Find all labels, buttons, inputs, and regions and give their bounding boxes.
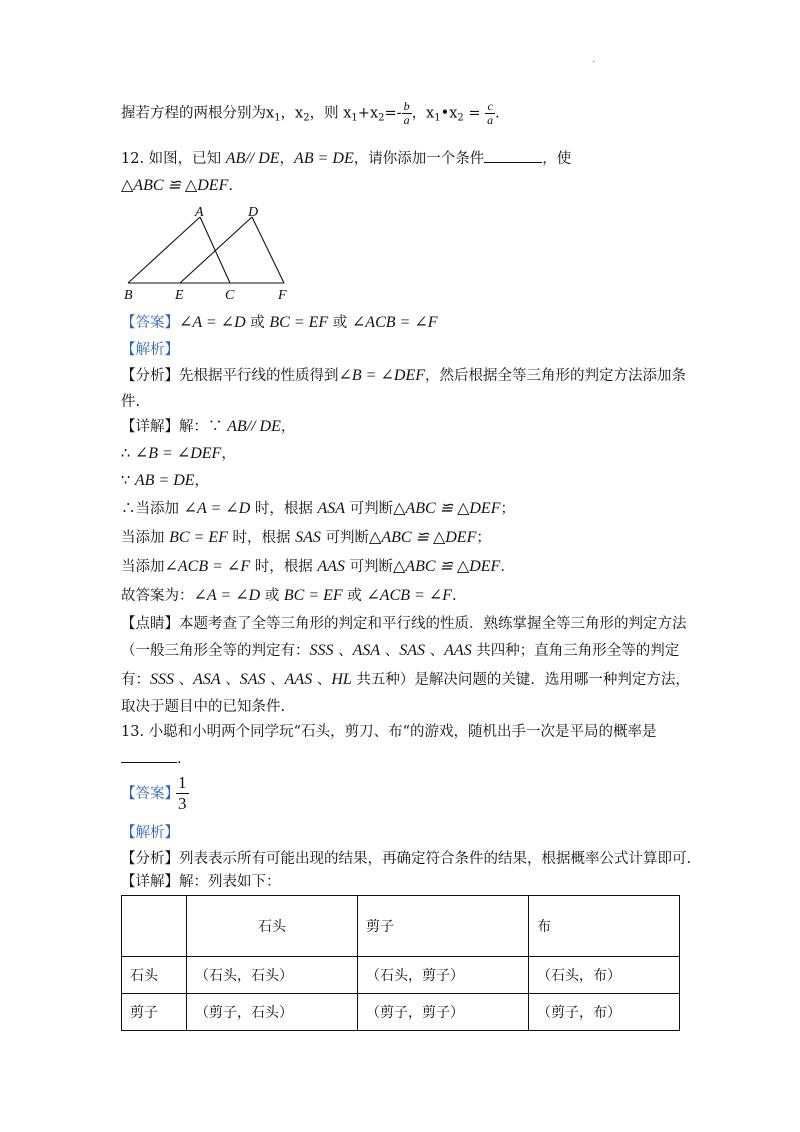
dianjing-math: AAS: [284, 671, 313, 688]
label-e: E: [175, 288, 184, 303]
sub: 2: [457, 112, 464, 124]
detail-text: .: [452, 588, 457, 604]
label-a: A: [195, 205, 204, 220]
q12-text: 12. 如图，已知: [121, 151, 226, 167]
numerator: b: [403, 99, 410, 113]
detail-text: ∴当添加: [121, 501, 184, 517]
table-cell: 剪子: [122, 994, 187, 1031]
q12-line1: [121, 148, 571, 169]
detail-math: AB = DE: [134, 472, 195, 489]
dianjing-text: （一般三角形全等的判定有：: [121, 643, 310, 659]
detail-text: ，: [221, 446, 236, 462]
answer-blank: [121, 748, 177, 763]
dianjing-math: SAS: [399, 642, 426, 659]
dianjing12-line1: [121, 614, 687, 634]
answer13-fraction: [176, 773, 189, 814]
table-cell: 石头: [122, 957, 187, 994]
top-mark: .: [592, 54, 596, 65]
detail-math: △ABC ≌ △DEF: [369, 529, 477, 546]
q12-text: ，使: [542, 151, 572, 167]
detail-text: 时，根据: [250, 501, 318, 517]
dianjing-text: 、: [380, 643, 400, 659]
dianjing-math: HL: [331, 671, 352, 688]
q13-line1: 13. 小聪和小明两个同学玩“石头，剪刀、布“的游戏，随机出手一次是平局的概率是: [121, 724, 657, 740]
detail-text: 当添加: [121, 530, 170, 546]
label-b: B: [124, 288, 133, 303]
answer-text: 或: [245, 315, 270, 331]
denominator: a: [487, 113, 494, 127]
segment-df: [252, 217, 284, 283]
detail-text: 或: [260, 588, 284, 604]
answer13-tag: 【答案】: [121, 786, 179, 802]
detail-math: AAS: [317, 558, 345, 575]
vieta-text: =-: [384, 105, 402, 122]
vieta-text: x: [449, 105, 458, 122]
analysis-tag-12: 【解析】: [121, 342, 179, 358]
dianjing-math: AAS: [444, 642, 472, 659]
segment-ba: [128, 217, 200, 283]
q12-line2: [121, 176, 233, 196]
answer12-line: [121, 313, 438, 333]
table-row: [122, 957, 680, 994]
dianjing12-line2: [121, 641, 679, 661]
table-cell: 布: [529, 896, 680, 957]
answer-tag: 【答案】: [121, 315, 179, 331]
dianjing-text: 本题考查了全等三角形的判定和平行线的性质．熟练掌握全等三角形的判定方法: [179, 616, 687, 632]
dianjing-math: SSS: [150, 671, 174, 688]
table-cell: 石头: [187, 896, 358, 957]
vieta-text: ，x: [280, 105, 304, 122]
detail12-line5: [121, 528, 491, 548]
fraction-c-over-a: [485, 100, 495, 127]
detail-math: ∠B = ∠DEF: [134, 445, 222, 462]
label-f: F: [278, 288, 287, 303]
detail-text: 解：∵: [179, 419, 228, 435]
detail-text: 时，根据: [227, 530, 296, 546]
table-cell: 剪子: [358, 896, 529, 957]
dianjing-math: ASA: [352, 642, 381, 659]
detail-text: 可判断: [344, 559, 393, 575]
detail-math: ∠ACB = ∠F: [164, 558, 251, 575]
detail-text: ∵: [121, 473, 135, 489]
sub: 1: [274, 112, 281, 124]
detail-math: BC = EF: [169, 529, 228, 546]
sub: 1: [434, 112, 441, 124]
answer-text: 或: [328, 315, 352, 331]
fenxi-tag: 【分析】: [121, 368, 179, 384]
fenxi-tag: 【分析】: [121, 851, 179, 867]
detail12-line7: [121, 586, 457, 606]
answer-math: ∠A = ∠D: [179, 314, 246, 331]
detail-text: 当添加: [121, 559, 165, 575]
detail-text: ；: [500, 501, 515, 517]
dianjing-text: 有：: [121, 672, 150, 688]
q12-text: ，: [279, 151, 295, 167]
detail-text: ，: [194, 473, 210, 489]
table-header-row: [122, 896, 680, 957]
outcome-table: [121, 895, 680, 1031]
detail-text: ∴: [121, 446, 135, 462]
detail-text: 或: [342, 588, 367, 604]
vieta-text: •: [440, 105, 450, 122]
numerator: c: [485, 100, 495, 114]
dianjing-text: 、: [312, 672, 332, 688]
dianjing-text: 、: [333, 643, 353, 659]
segment-ed: [180, 217, 252, 283]
q13-line2: [121, 748, 182, 769]
detail12-line1: [121, 417, 295, 437]
denominator: 3: [178, 794, 187, 813]
answer-math: BC = EF: [269, 314, 329, 331]
dianjing-math: SAS: [239, 671, 266, 688]
detail-text: .: [500, 559, 505, 575]
detail-text: ；: [476, 530, 491, 546]
segment-ac: [200, 217, 230, 283]
detail-math: ASA: [317, 500, 346, 517]
q12-text: ，请你添加一个条件: [353, 151, 485, 167]
detail-math: ∠A = ∠D: [193, 587, 261, 604]
detail12-line4: [121, 499, 515, 519]
detail-text: 可判断: [345, 501, 394, 517]
detail12-line6: [121, 557, 505, 577]
fraction-b-over-a: [402, 100, 412, 127]
detail-text: ，: [280, 419, 296, 435]
dianjing-math: SSS: [309, 642, 334, 659]
dianjing-text: 、: [174, 672, 194, 688]
fenxi13-line: [121, 849, 691, 869]
label-c: C: [225, 288, 235, 303]
detail12-line2: [121, 444, 236, 464]
q13-text: .: [177, 751, 182, 767]
table-row: [122, 994, 680, 1031]
table-cell: [122, 896, 187, 957]
fenxi-text: ，然后根据全等三角形的判定方法添加条: [424, 368, 686, 384]
dianjing-tag: 【点睛】: [121, 616, 179, 632]
q12-math: AB// DE: [225, 150, 280, 167]
sub: 2: [378, 112, 385, 124]
dianjing-text: 、: [220, 672, 240, 688]
answer-blank: [484, 148, 542, 163]
numerator: 1: [178, 773, 187, 792]
detail-math: AB// DE: [227, 418, 281, 435]
detail-tag: 【详解】: [121, 874, 179, 890]
vieta-line: [121, 100, 500, 129]
fenxi12-line2: 件.: [121, 394, 141, 410]
detail-math: SAS: [295, 529, 321, 546]
q12-text: .: [228, 178, 233, 194]
detail-text: 时，根据: [250, 559, 318, 575]
detail-math: ∠A = ∠D: [183, 500, 251, 517]
detail-tag: 【详解】: [121, 419, 179, 435]
fenxi-math: ∠B = ∠DEF: [338, 367, 425, 384]
detail-text: 解：列表如下：: [179, 874, 281, 890]
detail13-line: [121, 872, 281, 892]
dianjing-text: 共四种；直角三角形全等的判定: [471, 643, 680, 659]
vieta-text: .: [495, 105, 500, 122]
vieta-text: +x: [357, 105, 379, 122]
q12-math: AB = DE: [294, 150, 354, 167]
dianjing-text: 、: [425, 643, 445, 659]
detail12-line3: [121, 471, 209, 491]
vieta-text: =: [463, 105, 486, 122]
sub: 2: [303, 112, 310, 124]
table-cell: （石头，剪子）: [358, 957, 529, 994]
fenxi-text: 先根据平行线的性质得到: [179, 368, 339, 384]
dianjing-text: 、: [265, 672, 285, 688]
label-d: D: [248, 205, 259, 220]
detail-text: 可判断: [320, 530, 370, 546]
detail-math: △ABC ≌ △DEF: [392, 558, 501, 575]
detail-math: △ABC ≌ △DEF: [393, 500, 501, 517]
fenxi-text: 列表表示所有可能出现的结果，再确定符合条件的结果，根据概率公式计算即可.: [179, 851, 692, 867]
analysis-tag-13: 【解析】: [121, 825, 179, 841]
dianjing-text: 共五种）是解决问题的关键．选用哪一种判定方法，: [351, 672, 690, 688]
answer-math: ∠ACB = ∠F: [351, 314, 438, 331]
triangle-figure: [118, 203, 298, 305]
denominator: a: [403, 113, 410, 127]
vieta-text: ，x: [411, 105, 435, 122]
sub: 1: [351, 112, 358, 124]
table-cell: （剪子，剪子）: [358, 994, 529, 1031]
fenxi12-line1: [121, 366, 686, 386]
table-cell: （石头，石头）: [187, 957, 358, 994]
dianjing-math: ASA: [193, 671, 221, 688]
q12-math: △ABC ≌ △DEF: [121, 177, 229, 194]
detail-math: BC = EF: [283, 587, 343, 604]
vieta-text: 握若方程的两根分别为x: [121, 105, 275, 122]
table-cell: （石头，布）: [529, 957, 680, 994]
table-cell: （剪子，布）: [529, 994, 680, 1031]
detail-text: 故答案为：: [121, 588, 194, 604]
table-cell: （剪子，石头）: [187, 994, 358, 1031]
dianjing12-line4: 取决于题目中的已知条件.: [121, 699, 286, 715]
vieta-text: ，则 x: [309, 105, 352, 122]
detail-math: ∠ACB = ∠F: [366, 587, 452, 604]
dianjing12-line3: [121, 670, 690, 690]
